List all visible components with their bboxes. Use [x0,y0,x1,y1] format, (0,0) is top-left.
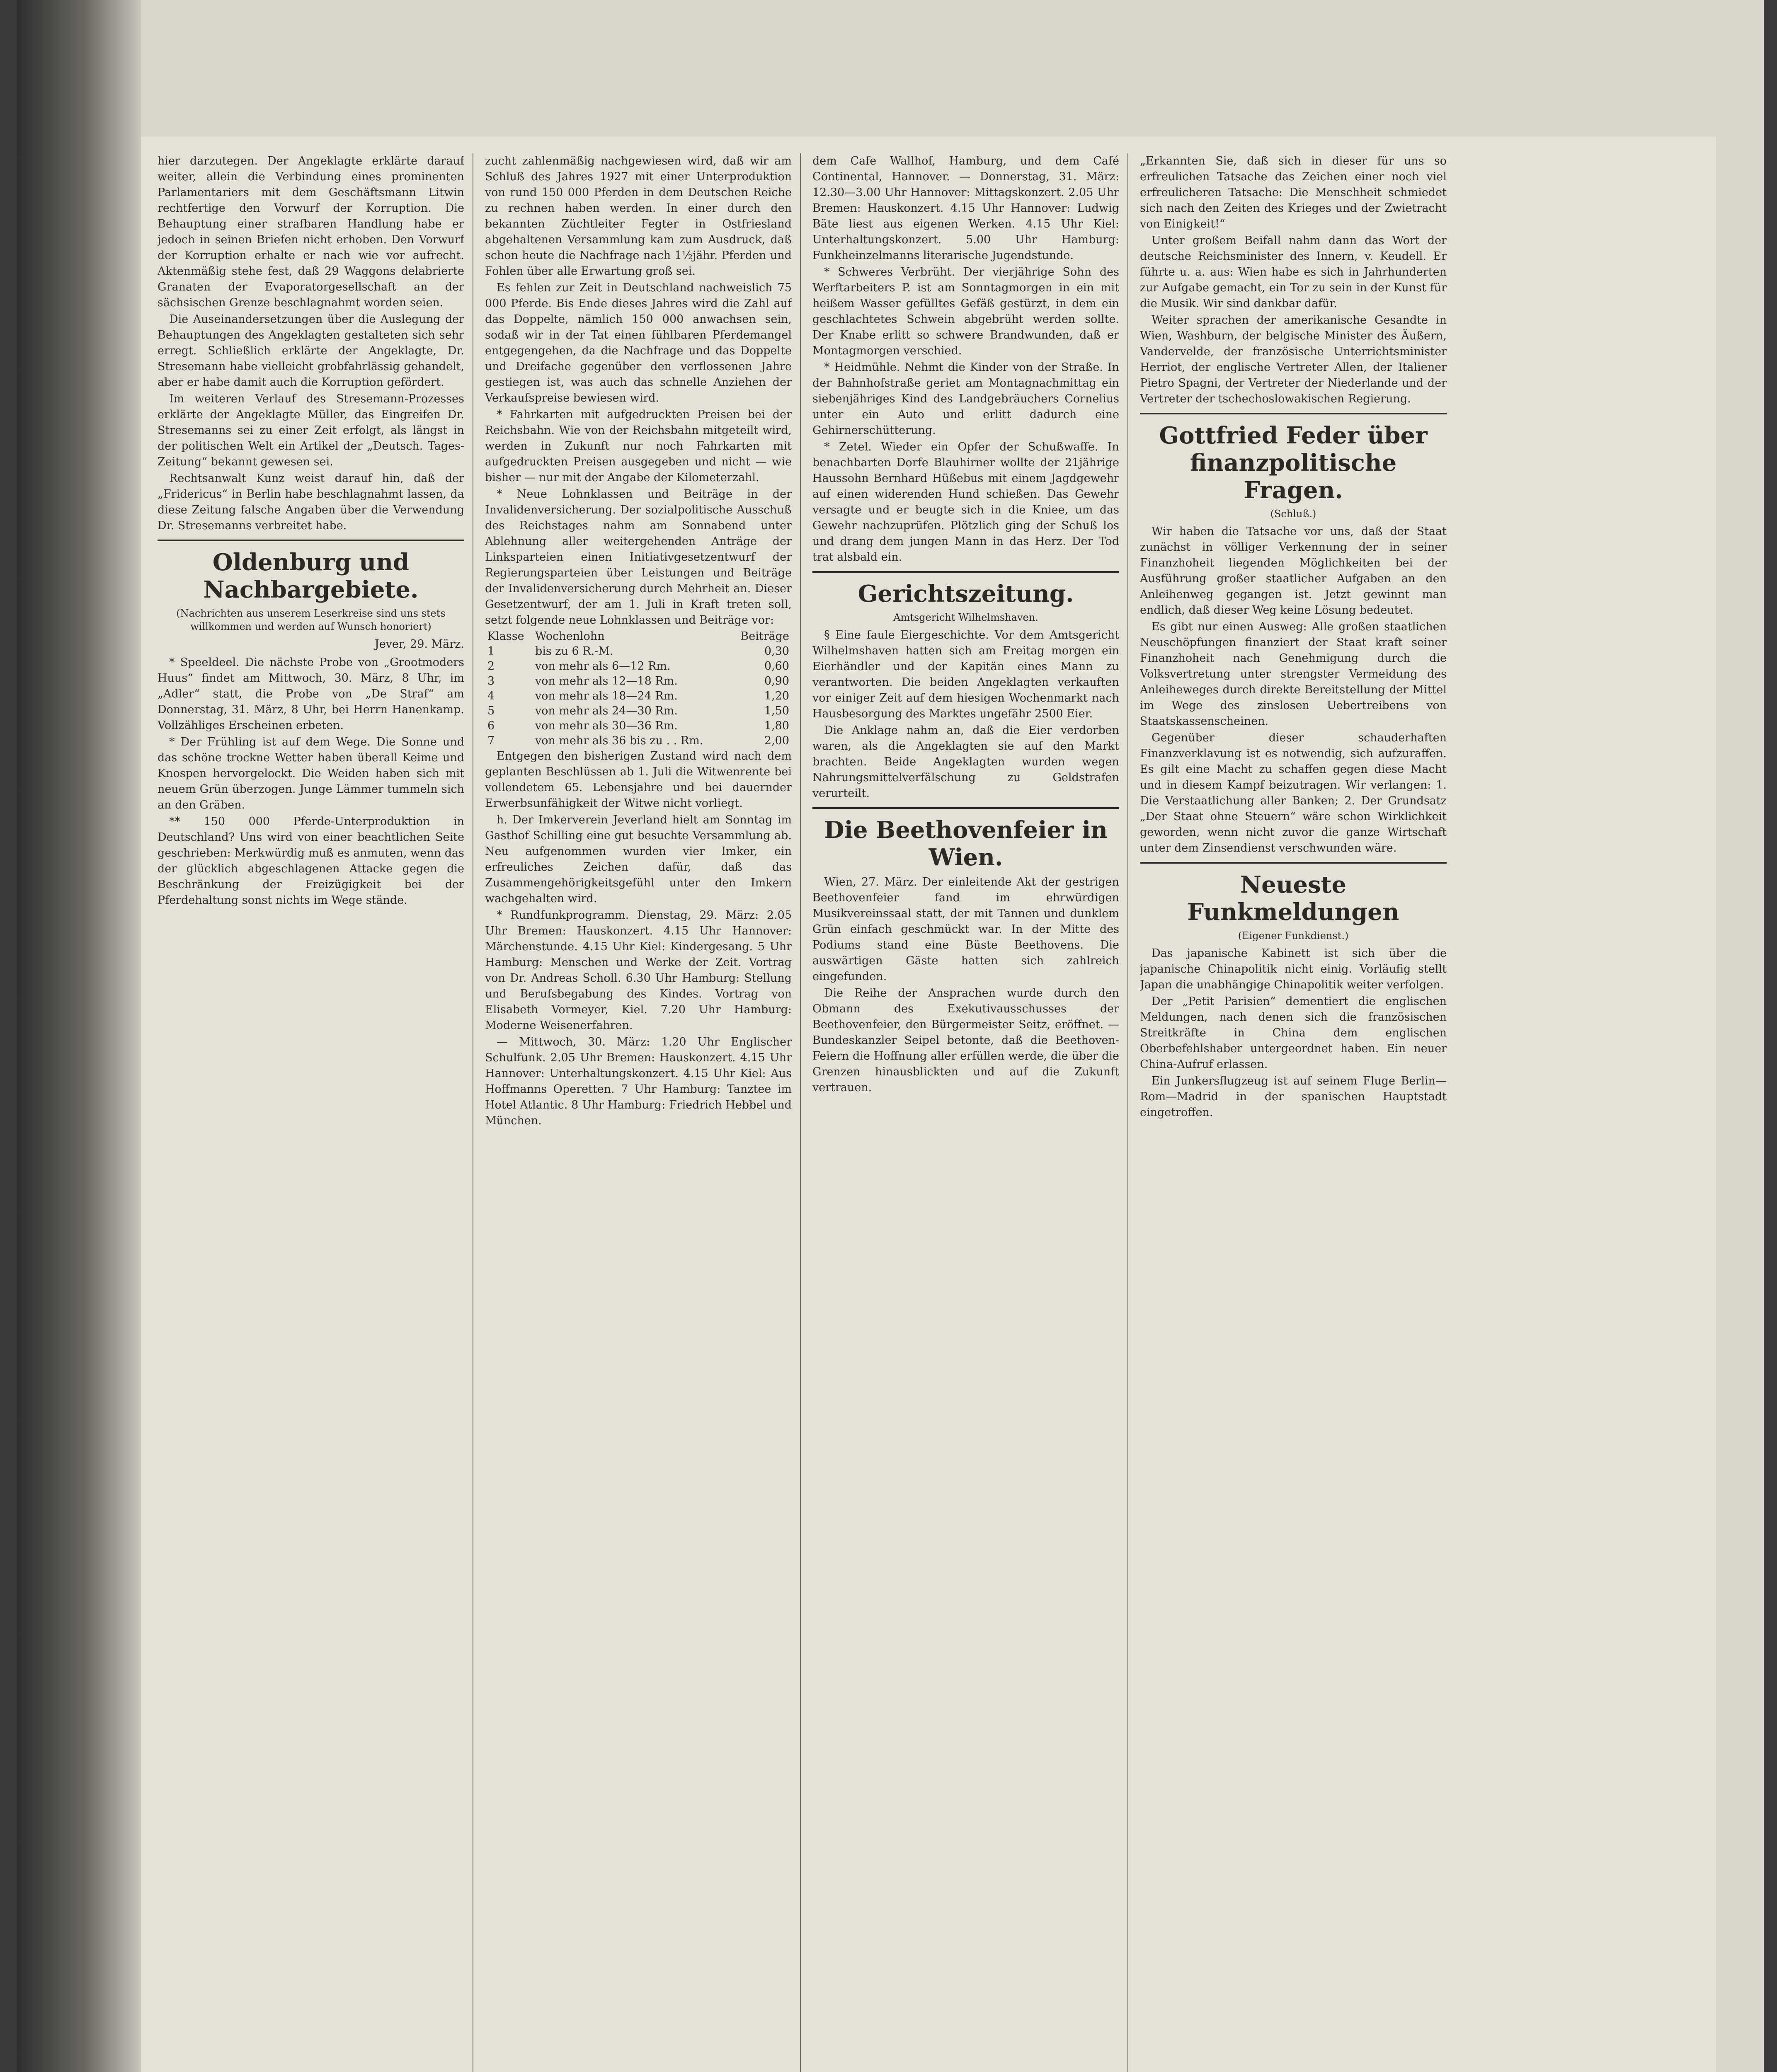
article-paragraph: * Heidmühle. Nehmt die Kinder von der Straße. In der Bahnhofstraße geriet am Montagnachmittag ein siebenjähriges Kind des Landgebräuchers Cornelius unter ein Auto und erlitt dadurch eine Gehirnerschütterung. [812,361,1119,437]
article-paragraph: Das japanische Kabinett ist sich über die japanische Chinapolitik nicht einig. Vorläufig stellt Japan die unabhängige Chinapolitik weiter verfolgen. [1140,947,1447,991]
table-row [485,644,792,659]
article-paragraph: — Mittwoch, 30. März: 1.20 Uhr Englischer Schulfunk. 2.05 Uhr Bremen: Hauskonzert. 4.15 Uhr Hannover: Unterhaltungskonzert. 4.15 Uhr Kiel: Aus Hoffmanns Operetten. 7 Uhr Hamburg: Tanztee im Hotel Atlantic. 8 Uhr Hamburg: Friedrich Hebbel und München. [485,1036,792,1127]
table-row [485,659,792,674]
table-cell: von mehr als 6—12 Rm. [535,660,671,673]
dateline: Jever, 29. März. [374,638,464,651]
article-paragraph: * Fahrkarten mit aufgedruckten Preisen bei der Reichsbahn. Wie von der Reichsbahn mitgeteilt wird, werden in Zukunft nur noch Fahrkarten mit aufgedruckten Preisen ausgegeben und nicht — wie bisher — nur mit der Angabe der Kilometerzahl. [485,408,792,484]
column-4 [1140,153,1447,2072]
tariff-table [485,629,792,748]
article-paragraph: * Schweres Verbrüht. Der vierjährige Sohn des Werftarbeiters P. ist am Sonntagmorgen in ein mit heißem Wasser gefülltes Gefäß gestürzt, in dem ein geschlachtetes Schwein abgebrüht werden sollte. Der Knabe erlitt so schwere Brandwunden, daß er Montagmorgen verschied. [812,266,1119,357]
article-paragraph: Es gibt nur einen Ausweg: Alle großen staatlichen Neuschöpfungen finanziert der Staat kraft seiner Finanzhoheit nach Genehmigung durch die Volksvertretung unter strengster Vermeidung des Anleiheweges durch direkte Bereitstellung der Mittel im Wege des zinslosen Uebertreibens von Staatskassenscheinen. [1140,620,1447,728]
table-cell: 2 [487,660,495,673]
table-cell: 1,20 [764,690,789,702]
article-paragraph: dem Cafe Wallhof, Hamburg, und dem Café Continental, Hannover. — Donnerstag, 31. März: 12.30—3.00 Uhr Hannover: Mittagskonzert. 2.05 Uhr Bremen: Hauskonzert. 4.15 Uhr Hannover: Ludwig Bäte liest aus eigenen Werken. 4.15 Uhr Kiel: Unterhaltungskonzert. 5.00 Uhr Hamburg: Funkheinzelmanns literarische Jugendstunde. [812,155,1119,262]
article-paragraph: Rechtsanwalt Kunz weist darauf hin, daß der „Fridericus“ in Berlin habe beschlagnahmt lassen, da diese Zeitung falsche Angaben über die Verwendung Dr. Stresemanns verbreitet habe. [158,472,464,532]
table-row [485,689,792,704]
table-cell: 5 [487,704,495,717]
table-cell: 4 [487,690,495,702]
book-binding-shadow [17,0,141,2072]
section-subheading: (Eigener Funkdienst.) [1238,930,1349,942]
table-cell: von mehr als 18—24 Rm. [535,690,678,702]
section-divider [158,540,464,541]
table-cell: 3 [487,675,495,687]
table-cell: 0,60 [764,660,789,673]
newspaper-sheet [141,137,1716,2072]
article-paragraph: * Zetel. Wieder ein Opfer der Schußwaffe. In benachbarten Dorfe Blauhirner wollte der 21jährige Haussohn Bernhard Hüßebus mit einem Jagdgewehr auf einen widerenden Hund schießen. Das Gewehr versagte und er beugte sich in die Kniee, um das Gewehr nachzuprüfen. Plötzlich ging der Schuß los und drang dem jungen Mann in das Herz. Der Tod trat alsbald ein. [812,441,1119,564]
article-paragraph: Wien, 27. März. Der einleitende Akt der gestrigen Beethovenfeier fand im ehrwürdigen Musikvereinssaal statt, der mit Tannen und dunklem Grün einfach geschmückt war. In der Mitte des Podiums stand eine Büste Beethovens. Die auswärtigen Gäste hatten sich zahlreich eingefunden. [812,876,1119,983]
section-subheading: (Nachrichten aus unserem Leserkreise sind uns stets willkommen und werden auf Wunsch honoriert) [176,608,446,632]
article-paragraph: * Rundfunkprogramm. Dienstag, 29. März: 2.05 Uhr Bremen: Hauskonzert. 4.15 Uhr Hannover: Märchenstunde. 4.15 Uhr Kiel: Kindergesang. 5 Uhr Hamburg: Menschen und Werke der Zeit. Vortrag von Dr. Andreas Scholl. 6.30 Uhr Hamburg: Stellung und Berufsbegabung des Kindes. Vortrag von Elisabeth Vormeyer, Kiel. 7.20 Uhr Hamburg: Moderne Weisenerfahren. [485,909,792,1032]
article-paragraph: * Neue Lohnklassen und Beiträge in der Invalidenversicherung. Der sozialpolitische Ausschuß des Reichstages nahm am Sonnabend unter Ablehnung aller weitergehenden Anträge der Linksparteien einen Initiativgesetzentwurf der Regierungsparteien über Leistungen und Beiträge der Invalidenversicherung durch Mehrheit an. Dieser Gesetzentwurf, der am 1. Juli in Kraft treten soll, setzt folgende neue Lohnklassen und Beiträge vor: [485,488,792,627]
article-paragraph: * Speeldeel. Die nächste Probe von „Grootmoders Huus“ findet am Mittwoch, 30. März, 8 Uhr, im „Adler“ statt, die Probe von „De Straf“ am Donnerstag, 31. März, 8 Uhr, bei Herrn Hanenkamp. Vollzähliges Erscheinen erbeten. [158,656,464,732]
section-heading-gerichtszeitung: Gerichtszeitung. [858,580,1074,608]
table-row [485,704,792,719]
article-paragraph: zucht zahlenmäßig nachgewiesen wird, daß wir am Schluß des Jahres 1927 mit einer Unterproduktion von rund 150 000 Pferden in dem Deutschen Reiche zu rechnen haben werden. In einer durch den bekannten Züchtleiter Fegter in Ostfriesland abgehaltenen Versammlung kam zum Ausdruck, daß schon heute die Nachfrage nach 1½jähr. Pferden und Fohlen über alle Erwartung groß sei. [485,155,792,278]
article-paragraph: Der „Petit Parisien“ dementiert die englischen Meldungen, nach denen sich die französischen Streitkräfte in China dem englischen Oberbefehlshaber untergeordnet haben. Ein neuer China-Aufruf erlassen. [1140,995,1447,1071]
table-cell: 2,00 [764,734,789,747]
article-paragraph: hier darzutegen. Der Angeklagte erklärte darauf weiter, allein die Verbindung eines prominenten Parlamentariers mit dem Geschäftsmann Litwin rechtfertige den Vorwurf der Korruption. Die Behauptung einer strafbaren Handlung habe er jedoch in seinen Briefen nicht erhoben. Den Vorwurf der Korruption erhalte er nach wie vor aufrecht. Aktenmäßig stehe fest, daß 29 Waggons delabrierte Granaten der Evaporatorgesellschaft an der sächsischen Grenze beschlagnahmt worden seien. [158,155,464,309]
table-cell: von mehr als 36 bis zu . . Rm. [535,734,703,747]
section-subheading: (Schluß.) [1270,508,1316,520]
section-heading-beethovenfeier: Die Beethovenfeier in Wien. [824,816,1108,871]
article-paragraph: Unter großem Beifall nahm dann das Wort der deutsche Reichsminister des Innern, v. Keudell. Er führte u. a. aus: Wien habe es sich in Jahrhunderten zur Aufgabe gemacht, ein Tor zu sein in der Kunst für die Musik. Wir sind dankbar dafür. [1140,234,1447,310]
table-cell: 1,50 [764,704,789,717]
article-paragraph: Die Anklage nahm an, daß die Eier verdorben waren, als die Angeklagten sie auf den Markt brachten. Beide Angeklagten wurden wegen Nahrungsmittelverfälschung zu Geldstrafen verurteilt. [812,724,1119,800]
table-cell: 1,80 [764,719,789,732]
table-cell: von mehr als 30—36 Rm. [535,719,678,732]
table-cell: 0,90 [764,675,789,687]
table-row [485,719,792,733]
table-header-row [485,629,792,644]
table-row [485,733,792,748]
article-paragraph: Gegenüber dieser schauderhaften Finanzverklavung ist es notwendig, sich aufzuraffen. Es gilt eine Macht zu schaffen gegen diese Macht und in diesem Kampf beizutragen. Wir verlangen: 1. Die Verstaatlichung aller Banken; 2. Der Grundsatz „Der Staat ohne Steuern“ wäre schon Wirklichkeit geworden, wenn nicht zuvor die ganze Wirtschaft unter dem Zinsendienst verschwunden wäre. [1140,731,1447,854]
column-rule [1127,153,1128,2072]
article-paragraph: Weiter sprachen der amerikanische Gesandte in Wien, Washburn, der belgische Minister des Äußern, Vandervelde, der französische Unterrichtsminister Herriot, der englische Vertreter Allen, der Italiener Pietro Spagni, der Vertreter der Niederlande und der Vertreter der tschechoslowakischen Regierung. [1140,314,1447,405]
article-paragraph: Im weiteren Verlauf des Stresemann-Prozesses erklärte der Angeklagte Müller, das Eingreifen Dr. Stresemanns sei zu einer Zeit erfolgt, als längst in der politischen Welt ein Artikel der „Deutsch. Tages-Zeitung“ bekannt gewesen sei. [158,392,464,468]
section-divider [1140,862,1447,864]
column-1 [158,153,464,2072]
column-3 [812,153,1119,2072]
section-subheading: Amtsgericht Wilhelmshaven. [893,612,1038,623]
column-2 [485,153,792,2072]
article-paragraph: Es fehlen zur Zeit in Deutschland nachweislich 75 000 Pferde. Bis Ende dieses Jahres wird die Zahl auf das Doppelte, nämlich 150 000 anwachsen sein, sodaß wir in der Tat einen fühlbaren Pferdemangel entgegengehen, da die Nachfrage und das Doppelte und Dreifache gegenüber den verflossenen Jahre gestiegen ist, was auch das schnelle Anziehen der Verkaufspreise bewiesen wird. [485,281,792,404]
article-paragraph: Wir haben die Tatsache vor uns, daß der Staat zunächst in völliger Verkennung der in seiner Finanzhoheit liegenden Möglichkeiten bei der Ausführung großer staatlicher Aufgaben an den Anleihenweg gegangen ist. Jetzt gewinnt man endlich, daß dieser Weg keine Lösung bedeutet. [1140,525,1447,617]
section-heading-gottfried-feder: Gottfried Feder über finanzpolitische Fragen. [1159,422,1428,504]
section-heading-oldenburg: Oldenburg und Nachbargebiete. [203,549,419,603]
article-paragraph: h. Der Imkerverein Jeverland hielt am Sonntag im Gasthof Schilling eine gut besuchte Versammlung ab. Neu aufgenommen wurden vier Imker, ein erfreuliches Zeichen dafür, daß das Zusammengehörigkeitsgefühl unter den Imkern wachgehalten wird. [485,813,792,905]
table-cell: 1 [487,645,495,658]
article-paragraph: Entgegen den bisherigen Zustand wird nach dem geplanten Beschlüssen ab 1. Juli die Witwenrente bei vollendetem 65. Lebensjahre und bei dauernder Erwerbsunfähigkeit der Witwe nicht vorliegt. [485,750,792,810]
article-paragraph: Die Auseinandersetzungen über die Auslegung der Behauptungen des Angeklagten gestalteten sich sehr erregt. Schließlich erklärte der Angeklagte, Dr. Stresemann habe vielleicht grobfahrlässig gehandelt, aber er habe damit auch die Korruption gefördert. [158,313,464,389]
table-cell: 7 [487,734,495,747]
article-paragraph: § Eine faule Eiergeschichte. Vor dem Amtsgericht Wilhelmshaven hatten sich am Freitag morgen ein Eierhändler und der Kapitän eines Mann zu verantworten. Die beiden Angeklagten verkauften vor einiger Zeit auf dem hiesigen Wochenmarkt nach Hausbesorgung des Marktes ungefähr 2500 Eier. [812,629,1119,720]
table-header: Klasse [487,630,524,643]
article-paragraph: Die Reihe der Ansprachen wurde durch den Obmann des Exekutivausschusses der Beethovenfeier, den Bürgermeister Seitz, eröffnet. — Bundeskanzler Seipel betonte, daß die Beethoven-Feiern die Hoffnung aller erfüllen werde, die über die Grenzen hinausblickten und auf die Zukunft vertrauen. [812,987,1119,1094]
table-cell: von mehr als 24—30 Rm. [535,704,678,717]
table-header: Wochenlohn [535,630,605,643]
table-cell: von mehr als 12—18 Rm. [535,675,678,687]
table-cell: bis zu 6 R.-M. [535,645,613,658]
section-divider [812,571,1119,573]
section-divider [1140,413,1447,414]
table-cell: 0,30 [764,645,789,658]
article-paragraph: „Erkannten Sie, daß sich in dieser für uns so erfreulichen Tatsache das Zeichen einer noch viel erfreulicheren Tatsache: Die Menschheit schmiedet sich nach den Zeiten des Krieges und der Zwietracht von Einigkeit!“ [1140,155,1447,230]
table-row [485,674,792,689]
table-cell: 6 [487,719,495,732]
article-paragraph: * Der Frühling ist auf dem Wege. Die Sonne und das schöne trockne Wetter haben überall Keime und Knospen hervorgelockt. Die Weiden haben sich mit neuem Grün überzogen. Junge Lämmer tummeln sich an den Gräben. [158,736,464,811]
section-heading-funkmeldungen: Neueste Funkmeldungen [1187,871,1399,926]
newspaper-page [17,0,1764,2072]
article-paragraph: ** 150 000 Pferde-Unterproduktion in Deutschland? Uns wird von einer beachtlichen Seite geschrieben: Merkwürdig muß es anmuten, wenn das der glücklich abgeschlagenen Attacke gegen die Beschränkung der Freizügigkeit bei der Pferdehaltung sonst nichts im Wege stände. [158,815,464,907]
article-paragraph: Ein Junkersflugzeug ist auf seinem Fluge Berlin—Rom—Madrid in der spanischen Hauptstadt eingetroffen. [1140,1075,1447,1119]
table-header: Beiträge [740,630,789,643]
column-rule [800,153,801,2072]
section-divider [812,807,1119,809]
